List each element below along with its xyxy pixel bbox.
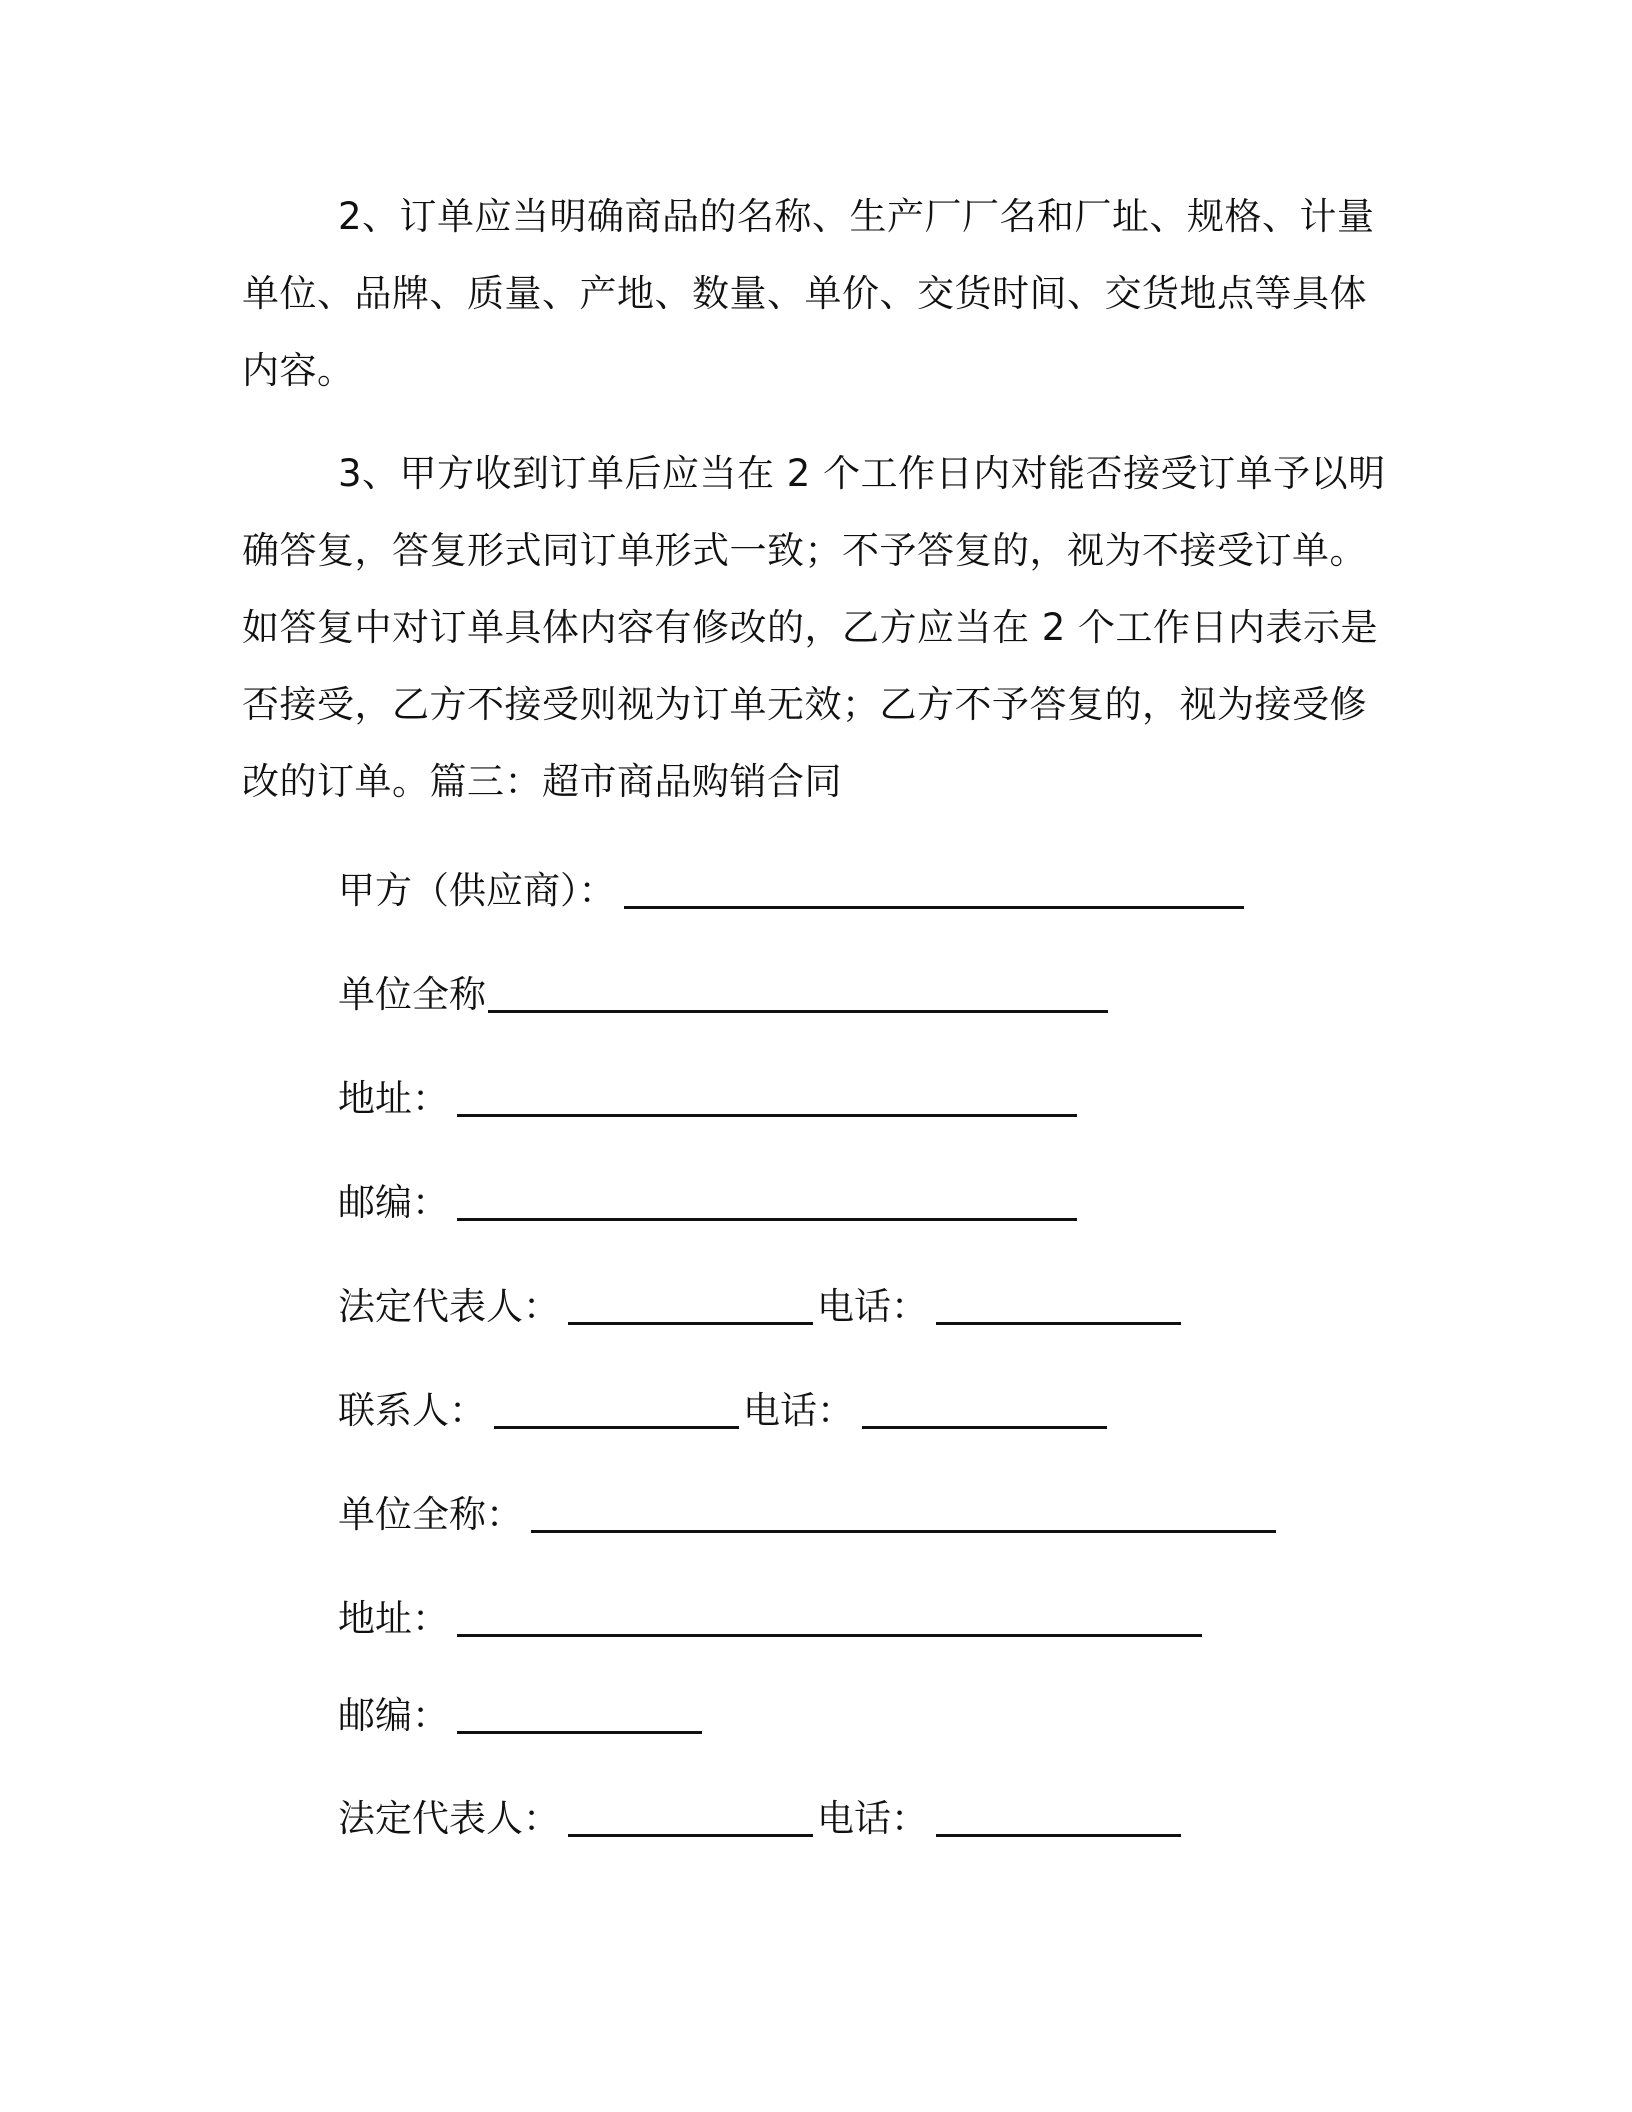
legal-rep-2-phone-label: 电话： bbox=[817, 1797, 928, 1840]
contact-phone-label: 电话： bbox=[743, 1389, 854, 1432]
company-name-label: 单位全称 bbox=[338, 973, 486, 1016]
paragraph-3-line-1: 3、甲方收到订单后应当在 2 个工作日内对能否接受订单予以明 bbox=[338, 452, 1386, 495]
address-blank[interactable] bbox=[457, 1084, 1077, 1117]
legal-rep-2-field bbox=[338, 1797, 1181, 1840]
postcode-2-blank[interactable] bbox=[457, 1701, 702, 1734]
address-field bbox=[338, 1077, 1077, 1120]
contact-blank[interactable] bbox=[494, 1396, 739, 1429]
company-name-blank[interactable] bbox=[488, 980, 1108, 1013]
address-2-blank[interactable] bbox=[457, 1604, 1202, 1637]
postcode-label: 邮编： bbox=[338, 1181, 449, 1224]
legal-rep-field bbox=[338, 1285, 1181, 1328]
paragraph-3-line-2: 确答复，答复形式同订单形式一致；不予答复的，视为不接受订单。 bbox=[242, 529, 1367, 572]
supplier-field bbox=[338, 869, 1244, 912]
paragraph-2-line-1: 2、订单应当明确商品的名称、生产厂厂名和厂址、规格、计量 bbox=[338, 195, 1375, 238]
postcode-field bbox=[338, 1181, 1077, 1224]
paragraph-3-line-4: 否接受，乙方不接受则视为订单无效；乙方不予答复的，视为接受修 bbox=[242, 683, 1367, 726]
postcode-2-field bbox=[338, 1694, 702, 1737]
supplier-label: 甲方（供应商）： bbox=[338, 869, 616, 912]
legal-rep-phone-label: 电话： bbox=[817, 1285, 928, 1328]
company-name-field bbox=[338, 973, 1108, 1016]
paragraph-3-line-3: 如答复中对订单具体内容有修改的，乙方应当在 2 个工作日内表示是 bbox=[242, 606, 1379, 649]
contact-label: 联系人： bbox=[338, 1389, 486, 1432]
address-2-label: 地址： bbox=[338, 1597, 449, 1640]
contact-phone-blank[interactable] bbox=[862, 1396, 1107, 1429]
legal-rep-phone-blank[interactable] bbox=[936, 1292, 1181, 1325]
postcode-blank[interactable] bbox=[457, 1188, 1077, 1221]
legal-rep-label: 法定代表人： bbox=[338, 1285, 560, 1328]
address-2-field bbox=[338, 1597, 1202, 1640]
legal-rep-2-phone-blank[interactable] bbox=[936, 1804, 1181, 1837]
contact-field bbox=[338, 1389, 1107, 1432]
legal-rep-blank[interactable] bbox=[568, 1292, 813, 1325]
paragraph-3-line-5: 改的订单。篇三：超市商品购销合同 bbox=[242, 760, 842, 803]
company-name-2-label: 单位全称： bbox=[338, 1493, 523, 1536]
paragraph-2-line-2: 单位、品牌、质量、产地、数量、单价、交货时间、交货地点等具体 bbox=[242, 272, 1367, 315]
legal-rep-2-blank[interactable] bbox=[568, 1804, 813, 1837]
supplier-blank[interactable] bbox=[624, 876, 1244, 909]
postcode-2-label: 邮编： bbox=[338, 1694, 449, 1737]
company-name-2-blank[interactable] bbox=[531, 1500, 1276, 1533]
legal-rep-2-label: 法定代表人： bbox=[338, 1797, 560, 1840]
address-label: 地址： bbox=[338, 1077, 449, 1120]
paragraph-2-line-3: 内容。 bbox=[242, 349, 355, 392]
company-name-2-field bbox=[338, 1493, 1276, 1536]
